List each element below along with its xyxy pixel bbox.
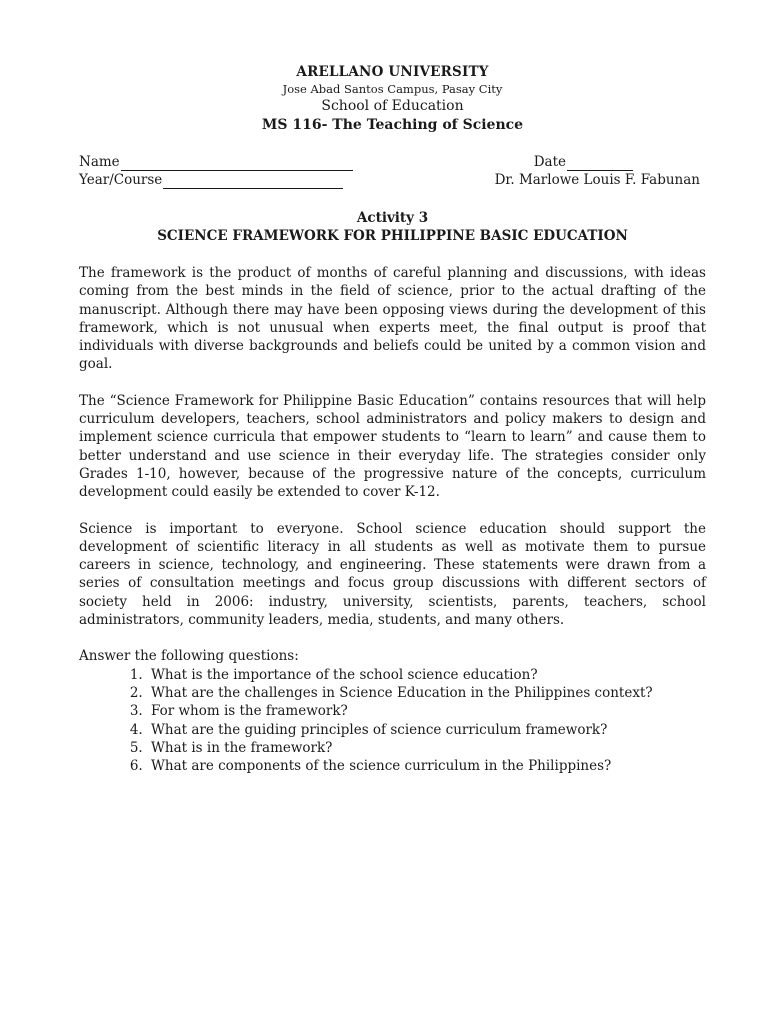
- paragraph-2: The “Science Framework for Philippine Basic Education” contains resources that will help curriculum developers, teachers, school administrators and policy makers to design and implement science curricula that empower students to “learn to learn” and cause them to better understand and use science in their everyday life. The strategies consider only Grades 1-10, however, because of the progressive nature of the concepts, curriculum development could easily be extended to cover K-12.: [79, 392, 706, 501]
- name-label: Name: [79, 154, 120, 170]
- field-row-1: [79, 153, 706, 171]
- document-page: [79, 64, 706, 775]
- paragraph-3: Science is important to everyone. School science education should support the development of scientific literacy in all students as well as motivate them to pursue careers in science, technology, and engineering. These statements were drawn from a series of consultation meetings and focus group discussions with different sectors of society held in 2006: industry, university, scientists, parents, teachers, school administrators, community leaders, media, students, and many others.: [79, 520, 706, 629]
- date-label: Date: [533, 154, 566, 170]
- activity-number: Activity 3: [356, 210, 429, 226]
- question-item: 2. What are the challenges in Science Education in the Philippines context?: [147, 684, 706, 702]
- name-field[interactable]: [79, 153, 353, 171]
- question-item: 4. What are the guiding principles of science curriculum framework?: [147, 721, 706, 739]
- university-name: ARELLANO UNIVERSITY: [296, 64, 489, 80]
- year-course-field[interactable]: [79, 171, 343, 189]
- question-item: 6. What are components of the science curriculum in the Philippines?: [147, 757, 706, 775]
- date-blank[interactable]: [567, 156, 633, 171]
- field-row-2: [79, 171, 706, 189]
- name-blank[interactable]: [121, 156, 353, 171]
- questions-intro: Answer the following questions:: [79, 648, 299, 665]
- instructor-name: Dr. Marlowe Louis F. Fabunan: [494, 172, 700, 188]
- year-course-blank[interactable]: [163, 174, 343, 189]
- date-field[interactable]: [534, 153, 633, 171]
- paragraph-1: The framework is the product of months of careful planning and discussions, with ideas coming from the best minds in the field of science, prior to the actual drafting of the manuscript. Although there may have been opposing views during the development of this framework, which is not unusual when experts meet, the final output is proof that individuals with diverse backgrounds and beliefs could be united by a common vision and goal.: [79, 265, 706, 373]
- student-fields: [79, 153, 706, 189]
- campus-name: Jose Abad Santos Campus, Pasay City: [282, 82, 503, 96]
- question-item: 3. For whom is the framework?: [147, 702, 706, 720]
- questions-list: [79, 666, 706, 776]
- question-item: 5. What is in the framework?: [147, 739, 706, 757]
- course-title: MS 116- The Teaching of Science: [261, 117, 524, 133]
- school-name: School of Education: [321, 98, 464, 114]
- year-course-label: Year/Course: [79, 172, 163, 188]
- question-item: 1. What is the importance of the school science education?: [147, 666, 706, 684]
- activity-title: SCIENCE FRAMEWORK FOR PHILIPPINE BASIC EDUCATION: [157, 228, 628, 244]
